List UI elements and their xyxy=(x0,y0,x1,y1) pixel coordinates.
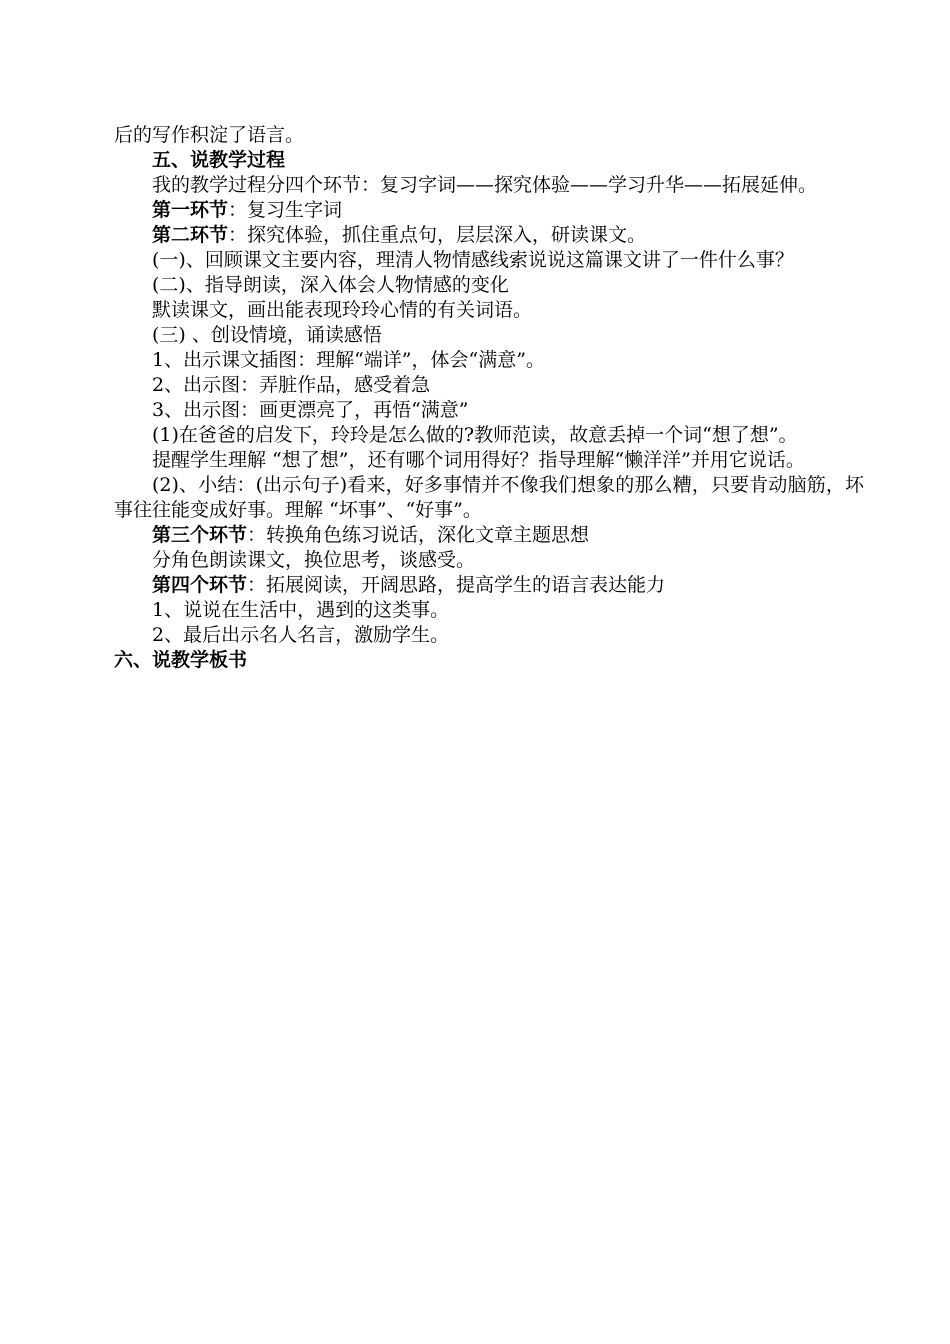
step-4-line: 第四个环节：拓展阅读，开阔思路，提高学生的语言表达能力 xyxy=(152,574,666,596)
paragraph-silent-read: 默读课文，画出能表现玲玲心情的有关词语。 xyxy=(152,299,533,321)
paragraph-role-read: 分角色朗读课文，换位思考，谈感受。 xyxy=(152,549,476,571)
paragraph-sub-2: 2、出示图：弄脏作品，感受着急 xyxy=(152,374,431,396)
paragraph-item-1: (一)、回顾课文主要内容，理清人物情感线索说说这篇课文讲了一件什么事？ xyxy=(152,249,794,271)
step-3-line: 第三个环节：转换角色练习说话，深化文章主题思想 xyxy=(152,524,590,546)
paragraph-overview: 我的教学过程分四个环节：复习字词——探究体验——学习升华——拓展延伸。 xyxy=(152,174,818,196)
section-heading-6: 六、说教学板书 xyxy=(114,649,248,671)
paragraph-step4-1: 1、说说在生活中，遇到的这类事。 xyxy=(152,599,450,621)
paragraph-remind: 提醒学生理解 “想了想”，还有哪个词用得好？指导理解“懒洋洋”并用它说话。 xyxy=(152,449,805,471)
paragraph-sub-1: 1、出示课文插图：理解“端详”，体会“满意”。 xyxy=(152,349,545,371)
paragraph-sub-3-1: (1)在爸爸的启发下，玲玲是怎么做的?教师范读，故意丢掉一个词“想了想”。 xyxy=(152,424,798,446)
step-1-line: 第一环节：复习生字词 xyxy=(152,199,343,221)
paragraph-step4-2: 2、最后出示名人名言，激励学生。 xyxy=(152,624,450,646)
step-2-line: 第二环节：探究体验，抓住重点句，层层深入，研读课文。 xyxy=(152,224,647,246)
paragraph-item-3: (三) 、创设情境，诵读感悟 xyxy=(152,324,382,346)
paragraph-summary: (2)、小结：(出示句子)看来，好多事情并不像我们想象的那么糟，只要肯动脑筋，坏事往往能变成好事。理解 “坏事”、“好事”。 xyxy=(114,474,864,521)
paragraph-continuation: 后的写作积淀了语言。 xyxy=(114,124,305,146)
paragraph-sub-3: 3、出示图：画更漂亮了，再悟“满意” xyxy=(152,399,469,421)
document-page xyxy=(114,123,864,673)
section-heading-5: 五、说教学过程 xyxy=(152,149,286,171)
paragraph-item-2: (二)、指导朗读，深入体会人物情感的变化 xyxy=(152,274,509,296)
